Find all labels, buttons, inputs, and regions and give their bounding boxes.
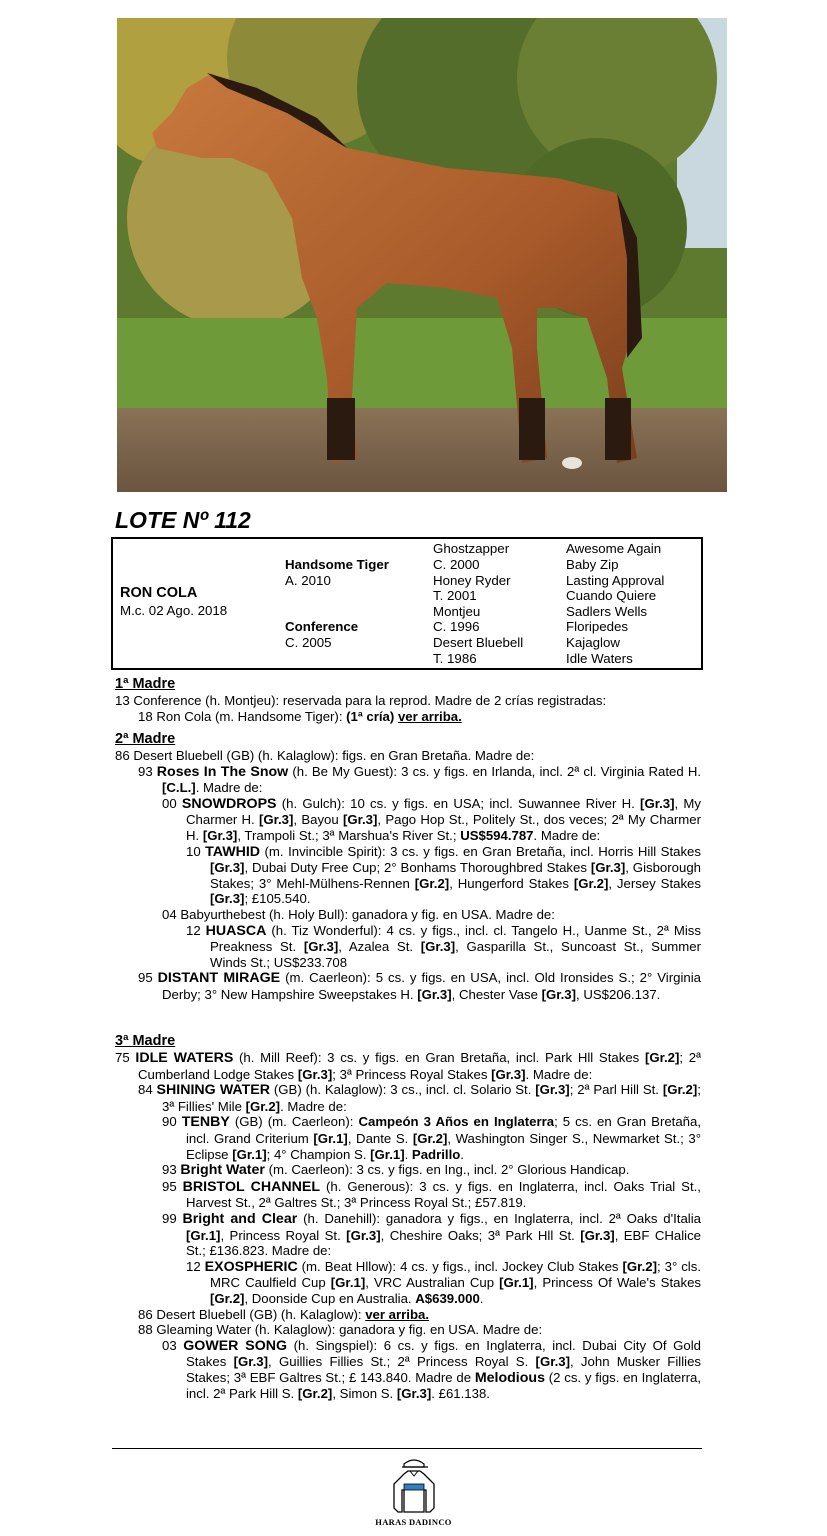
ped-g4: Kajaglow bbox=[566, 635, 620, 650]
second-dam-intro: 86 Desert Bluebell (GB) (h. Kalaglow): figs. en Gran Bretaña. Madre de: bbox=[115, 748, 535, 763]
section-heading-third-dam: 3ª Madre bbox=[115, 1033, 176, 1049]
dam-info: C. 2005 bbox=[285, 635, 332, 650]
ped-g4: Awesome Again bbox=[566, 541, 662, 556]
stud-name: HARAS DADINCO bbox=[375, 1517, 452, 1527]
produce-entry: 90 TENBY (GB) (m. Caerleon): Campeón 3 Años en Inglaterra; 5 cs. en Gran Bretaña, incl. Grand Criterium [Gr.1], Dante S. [Gr.2], Washington Singer S., Newmarket St.; 3° Eclipse [Gr.1]; 4° Champion S. [Gr.1]. Padrillo. bbox=[162, 1114, 701, 1162]
produce-entry: 00 SNOWDROPS (h. Gulch): 10 cs. y figs. en USA; incl. Suwannee River H. [Gr.3], My Charmer H. [Gr.3], Bayou [Gr.3], Pago Hop St., Politely St., dos veces; 2ª My Charmer H. [Gr.3], Trampoli St.; 3ª Marshua's River St.; US$594.787. Madre de: bbox=[162, 795, 702, 843]
ped-g3-name: Desert Bluebell bbox=[433, 635, 524, 650]
produce-entry: 12 HUASCA (h. Tiz Wonderful): 4 cs. y figs., incl. cl. Tangelo H., Uanme St., 2ª Miss Preakness St. [Gr.3], Azalea St. [Gr.3], Gasparilla St., Suncoast St., Summer Winds St.; US$233.708 bbox=[186, 922, 701, 970]
third-dam-section bbox=[115, 1050, 701, 1402]
first-dam-section bbox=[115, 693, 701, 724]
horse-info: M.c. 02 Ago. 2018 bbox=[120, 603, 228, 618]
dam-name: Conference bbox=[285, 619, 359, 634]
first-dam-offspring: 18 Ron Cola (m. Handsome Tiger): (1ª cría) ver arriba. bbox=[138, 708, 462, 724]
ped-g3-info: T. 2001 bbox=[433, 588, 477, 603]
ped-g3-info: T. 1986 bbox=[433, 651, 477, 666]
produce-entry: 04 Babyurthebest (h. Holy Bull): ganadora y fig. en USA. Madre de: bbox=[162, 906, 555, 922]
produce-entry: 99 Bright and Clear (h. Danehill): ganadora y figs., en Inglaterra, incl. 2ª Oaks d'Italia [Gr.1], Princess Royal St. [Gr.3], Cheshire Oaks; 3ª Park Hll St. [Gr.3], EBF CHalice St.; £136.823. Madre de: bbox=[162, 1210, 701, 1259]
produce-entry: 84 SHINING WATER (GB) (h. Kalaglow): 3 cs., incl. cl. Solario St. [Gr.3]; 2ª Parl Hill St. [Gr.2]; 3ª Fillies' Mile [Gr.2]. Madre de: bbox=[138, 1082, 701, 1114]
produce-entry: 95 BRISTOL CHANNEL (h. Generous): 3 cs. y figs. en Inglaterra, incl. Oaks Trial St., Harvest St., 2ª Galtres St.; 3ª Princess Royal St.; £57.819. bbox=[162, 1178, 701, 1211]
produce-entry: 86 Desert Bluebell (GB) (h. Kalaglow): ver arriba. bbox=[138, 1306, 429, 1322]
horse-photo bbox=[117, 18, 727, 492]
sire-info: A. 2010 bbox=[285, 573, 331, 588]
ped-g3-name: Honey Ryder bbox=[433, 573, 511, 588]
lot-title: LOTE Nº 112 bbox=[115, 507, 251, 533]
ped-g3-name: Ghostzapper bbox=[433, 541, 510, 556]
produce-entry: 95 DISTANT MIRAGE (m. Caerleon): 5 cs. y figs. en USA, incl. Old Ironsides S.; 2° Virginia Derby; 3° New Hampshire Sweepstakes H. [Gr.3], Chester Vase [Gr.3], US$206.137. bbox=[138, 970, 701, 1002]
ped-g4: Floripedes bbox=[566, 619, 629, 634]
second-dam-section bbox=[115, 748, 701, 1003]
section-heading-second-dam: 2ª Madre bbox=[115, 731, 176, 747]
produce-entry: 10 TAWHID (m. Invincible Spirit): 3 cs. y figs. en Gran Bretaña, incl. Horris Hill Stakes [Gr.3], Dubai Duty Free Cup; 2° Bonhams Thoroughbred Stakes [Gr.3], Gisborough Stakes; 3° Mehl-Mülhens-Rennen [Gr.2], Hungerford Stakes [Gr.2], Jersey Stakes [Gr.3]; £105.540. bbox=[186, 843, 701, 907]
ped-g3-info: C. 2000 bbox=[433, 557, 480, 572]
jockey-silks-icon bbox=[388, 1456, 440, 1516]
pedigree-table bbox=[111, 537, 703, 670]
ped-g4: Idle Waters bbox=[566, 651, 633, 666]
ped-g4: Lasting Approval bbox=[566, 573, 665, 588]
horse-photo-illustration bbox=[117, 18, 727, 492]
ped-g3-info: C. 1996 bbox=[433, 619, 480, 634]
ped-g4: Cuando Quiere bbox=[566, 588, 657, 603]
first-dam-line: 13 Conference (h. Montjeu): reservada para la reprod. Madre de 2 crías registradas: bbox=[115, 693, 607, 708]
ped-g4: Sadlers Wells bbox=[566, 604, 648, 619]
section-heading-first-dam: 1ª Madre bbox=[115, 676, 176, 692]
produce-entry: 93 Roses In The Snow (h. Be My Guest): 3 cs. y figs. en Irlanda, incl. 2ª cl. Virginia Rated H. [C.L.]. Madre de: bbox=[138, 763, 702, 796]
produce-entry: 12 EXOSPHERIC (m. Beat Hllow): 4 cs. y figs., incl. Jockey Club Stakes [Gr.2]; 3° cls. MRC Caulfield Cup [Gr.1], VRC Australian Cup [Gr.1], Princess Of Wale's Stakes [Gr.2], Doonside Cup en Australia. A$639.000. bbox=[186, 1258, 701, 1306]
produce-entry: 88 Gleaming Water (h. Kalaglow): ganadora y fig. en USA. Madre de: bbox=[138, 1322, 543, 1338]
produce-entry: 03 GOWER SONG (h. Singspiel): 6 cs. y figs. en Inglaterra, incl. Dubai City Of Gold Stakes [Gr.3], Guillies Fillies St.; 2ª Princess Royal S. [Gr.3], John Musker Fillies Stakes; 3ª EBF Galtres St.; £ 143.840. Madre de Melodious (2 cs. y figs. en Inglaterra, incl. 2ª Park Hill S. [Gr.2], Simon S. [Gr.3]. £61.138. bbox=[162, 1337, 702, 1402]
ped-g4: Baby Zip bbox=[566, 557, 619, 572]
ped-g3-name: Montjeu bbox=[433, 604, 481, 619]
produce-entry: 93 Bright Water (m. Caerleon): 3 cs. y figs. en Ing., incl. 2° Glorious Handicap. bbox=[162, 1162, 630, 1179]
produce-entry: 75 IDLE WATERS (h. Mill Reef): 3 cs. y figs. en Gran Bretaña, incl. Park Hll Stakes [Gr.2]; 2ª Cumberland Lodge Stakes [Gr.3]; 3ª Princess Royal Stakes [Gr.3]. Madre de: bbox=[115, 1050, 701, 1082]
sire-name: Handsome Tiger bbox=[285, 557, 389, 572]
footer-divider bbox=[112, 1448, 702, 1449]
horse-name: RON COLA bbox=[120, 585, 198, 601]
